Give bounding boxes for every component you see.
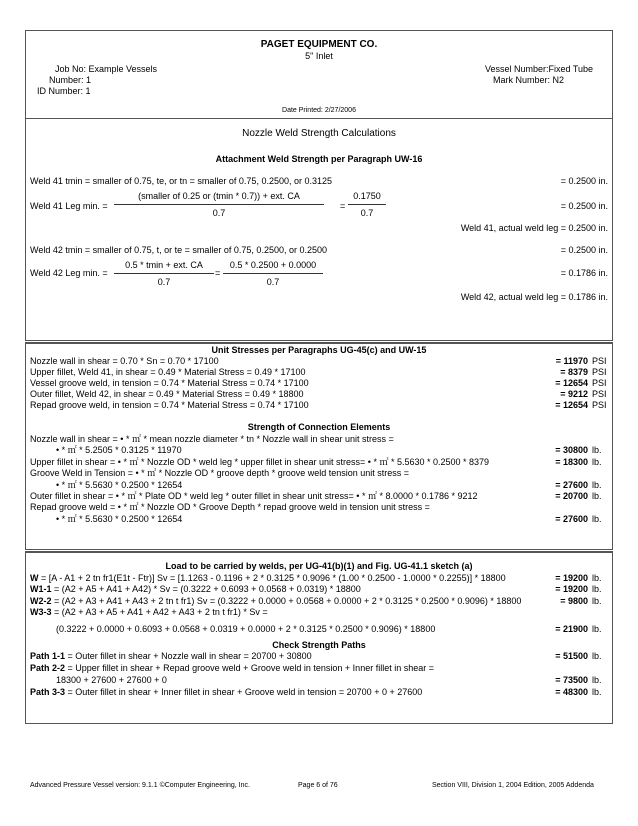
row-value: = 8379 xyxy=(560,367,588,377)
w42-denominator: 0.7 xyxy=(157,277,171,287)
row-value: = 18300 xyxy=(555,456,588,467)
w42-equals: = xyxy=(215,268,221,278)
footer-center: Page 6 of 76 xyxy=(298,782,338,789)
w42-fraction-bar-2 xyxy=(223,273,323,274)
w41-denominator-2: 0.7 xyxy=(360,208,374,218)
load-row-text: = [A - A1 + 2 tn fr1(E1t - Ftr)] Sv = [1.1263 - 0.1196 + 2 * 0.3125 * 0.9096 * (1.00 * 0.2500 - 1.0000 * 0.2255)] * 18800 xyxy=(38,573,506,583)
path-row-label: Path 3-3 xyxy=(30,687,66,697)
unit-stresses-title: Unit Stresses per Paragraphs UG-45(c) and UW-15 xyxy=(211,345,427,355)
w41-leg-value: = 0.2500 in. xyxy=(560,201,608,211)
row-unit: lb. xyxy=(592,479,602,490)
row-value: = 51500 xyxy=(555,651,588,661)
load-row-text: = (A2 + A3 + A5 + A41 + A42 + A43 + 2 tn t fr1) * Sv = xyxy=(51,607,268,618)
company-name: PAGET EQUIPMENT CO. xyxy=(260,39,378,50)
path-row-label: Path 2-2 xyxy=(30,663,66,673)
connection-row-text: Upper fillet in shear = • * ㎡ * Nozzle OD * weld leg * upper fillet in shear unit stress= • * ㎡ * 5.5630 * 0.2500 * 8379 xyxy=(30,456,490,467)
row-value: = 19200 xyxy=(555,573,588,583)
path-row xyxy=(30,663,434,674)
row-value: = 27600 xyxy=(555,479,588,490)
mark-number: Mark Number: N2 xyxy=(493,75,565,85)
row-value: = 9800 xyxy=(560,595,588,606)
footer-right: Section VIII, Division 1, 2004 Edition, 2005 Addenda xyxy=(432,782,594,789)
row-value: = 73500 xyxy=(555,675,588,685)
path-row-text: 18300 + 27600 + 27600 + 0 xyxy=(56,675,167,685)
job-number: Job No: Example Vessels xyxy=(55,64,158,74)
connection-row-text: • * ㎡ * 5.5630 * 0.2500 * 12654 xyxy=(56,479,183,490)
w41-equals: = xyxy=(340,201,346,211)
row-unit: PSI xyxy=(592,378,607,388)
row-unit: lb. xyxy=(592,687,602,697)
row-unit: PSI xyxy=(592,367,607,377)
path-row-label: Path 1-1 xyxy=(30,651,66,661)
row-unit: lb. xyxy=(592,456,602,467)
load-row-text: = (A2 + A3 + A41 + A43 + 2 tn t fr1) Sv = (0.3222 + 0.0000 + 0.0568 + 0.0000 + 2 * 0.3125 * 0.2500 * 0.9096) * 18800 xyxy=(51,595,522,606)
path-row-text: = Outer fillet in shear + Nozzle wall in shear = 20700 + 30800 xyxy=(65,651,312,661)
w41-fraction-bar-2 xyxy=(348,204,386,205)
row-unit: PSI xyxy=(592,356,607,366)
load-row-label: W xyxy=(30,573,39,583)
vessel-number: Vessel Number:Fixed Tube xyxy=(485,64,594,74)
load-row-label: W3-3 xyxy=(30,607,52,618)
stress-row-text: Repad groove weld, in tension = 0.74 * Material Stress = 0.74 * 17100 xyxy=(30,400,309,410)
section-title: Nozzle Weld Strength Calculations xyxy=(242,128,396,139)
id-number: ID Number: 1 xyxy=(37,86,91,96)
row-unit: lb. xyxy=(592,513,602,524)
path-row-text: = Outer fillet in shear + Inner fillet in shear + Groove weld in tension = 20700 + 0 + 27600 xyxy=(65,687,423,697)
load-row xyxy=(30,607,268,618)
w41-numerator-2: 0.1750 xyxy=(353,191,381,201)
row-unit: lb. xyxy=(592,573,602,583)
connection-row-text: • * ㎡ * 5.5630 * 0.2500 * 12654 xyxy=(56,513,183,524)
stress-row-text: Upper fillet, Weld 41, in shear = 0.49 * Material Stress = 0.49 * 17100 xyxy=(30,367,306,377)
footer-left: Advanced Pressure Vessel version: 9.1.1 ©Computer Engineering, Inc. xyxy=(30,782,250,789)
w42-numerator-2: 0.5 * 0.2500 + 0.0000 xyxy=(229,260,317,270)
w42-numerator: 0.5 * tmin + ext. CA xyxy=(125,260,203,270)
row-unit: lb. xyxy=(592,651,602,661)
row-value: = 20700 xyxy=(555,491,588,501)
load-row xyxy=(30,596,521,607)
row-value: = 9212 xyxy=(560,389,588,399)
paths-title: Check Strength Paths xyxy=(272,640,366,650)
connection-row-text: Repad groove weld = • * ㎡ * Nozzle OD * Groove Depth * repad groove weld in tension unit stress = xyxy=(30,502,430,513)
w41-leg-label: Weld 41 Leg min. = xyxy=(30,201,108,211)
row-unit: lb. xyxy=(592,675,602,685)
date-printed: Date Printed: 2/27/2006 xyxy=(282,107,356,114)
weld-load-section xyxy=(25,552,613,724)
connection-row-text: Groove Weld in Tension = • * ㎡ * Nozzle OD * groove depth * groove weld tension unit stress = xyxy=(30,468,410,479)
path-row-text: = Upper fillet in shear + Repad groove weld + Groove weld in tension + Inner fillet in shear = xyxy=(65,663,434,673)
row-value: = 12654 xyxy=(555,400,588,410)
w41-denominator: 0.7 xyxy=(212,208,226,218)
row-unit: PSI xyxy=(592,389,607,399)
load-row-text: (0.3222 + 0.0000 + 0.6093 + 0.0568 + 0.0319 + 0.0000 + 2 * 0.3125 * 0.2500 * 0.9096) * 18800 xyxy=(56,623,436,634)
weld-strength-section xyxy=(25,118,613,341)
w42-tmin: Weld 42 tmin = smaller of 0.75, t, or te = smaller of 0.75, 0.2500, or 0.2500 xyxy=(30,245,327,255)
stress-row-text: Outer fillet, Weld 42, in shear = 0.49 * Material Stress = 0.49 * 18800 xyxy=(30,389,304,399)
row-unit: PSI xyxy=(592,400,607,410)
row-value: = 11970 xyxy=(555,356,588,366)
w42-leg-label: Weld 42 Leg min. = xyxy=(30,268,108,278)
w41-actual-leg: Weld 41, actual weld leg = 0.2500 in. xyxy=(460,223,608,233)
header-box xyxy=(25,30,613,119)
row-unit: lb. xyxy=(592,623,602,634)
row-value: = 19200 xyxy=(555,584,588,595)
row-unit: lb. xyxy=(592,491,602,501)
row-value: = 12654 xyxy=(555,378,588,388)
load-row-text: = (A2 + A5 + A41 + A42) * Sv = (0.3222 + 0.6093 + 0.0568 + 0.0319) * 18800 xyxy=(51,584,361,595)
w42-denominator-2: 0.7 xyxy=(266,277,280,287)
row-value: = 48300 xyxy=(555,687,588,697)
connection-row-text: Outer fillet in shear = • * ㎡ * Plate OD * weld leg * outer fillet in shear unit stress= • * ㎡ * 8.0000 * 0.1786 * 9212 xyxy=(30,491,478,501)
stress-row-text: Vessel groove weld, in tension = 0.74 * Material Stress = 0.74 * 17100 xyxy=(30,378,309,388)
w42-tmin-value: = 0.2500 in. xyxy=(560,245,608,255)
load-row xyxy=(30,573,506,584)
load-row-label: W1-1 xyxy=(30,584,52,595)
load-row-label: W2-2 xyxy=(30,595,52,606)
row-value: = 30800 xyxy=(555,445,588,456)
row-value: = 27600 xyxy=(555,513,588,524)
section-subtitle: Attachment Weld Strength per Paragraph UW-16 xyxy=(215,154,423,164)
unit-stresses-section xyxy=(25,343,613,550)
number: Number: 1 xyxy=(49,75,92,85)
row-unit: lb. xyxy=(592,584,602,595)
load-row xyxy=(30,584,361,595)
connection-row-text: Nozzle wall in shear = • * ㎡ * mean nozzle diameter * tn * Nozzle wall in shear unit stress = xyxy=(30,434,394,444)
row-unit: lb. xyxy=(592,595,602,606)
stress-row-text: Nozzle wall in shear = 0.70 * Sn = 0.70 * 17100 xyxy=(30,356,219,366)
w41-numerator: (smaller of 0.25 or (tmin * 0.7)) + ext. CA xyxy=(138,191,300,201)
path-row xyxy=(30,687,422,698)
w41-tmin-value: = 0.2500 in. xyxy=(560,176,608,186)
w42-actual-leg: Weld 42, actual weld leg = 0.1786 in. xyxy=(460,292,608,302)
weld-load-title: Load to be carried by welds, per UG-41(b)(1) and Fig. UG-41.1 sketch (a) xyxy=(165,561,473,571)
connection-row-text: • * ㎡ * 5.2505 * 0.3125 * 11970 xyxy=(56,445,182,456)
w42-fraction-bar xyxy=(114,273,214,274)
row-value: = 21900 xyxy=(555,623,588,634)
w41-tmin: Weld 41 tmin = smaller of 0.75, te, or tn = smaller of 0.75, 0.2500, or 0.3125 xyxy=(30,176,333,186)
connection-title: Strength of Connection Elements xyxy=(247,422,391,432)
w41-fraction-bar xyxy=(114,204,324,205)
w42-leg-value: = 0.1786 in. xyxy=(560,268,608,278)
row-unit: lb. xyxy=(592,445,602,456)
path-row xyxy=(30,651,312,662)
header-subtitle: 5" Inlet xyxy=(305,51,333,61)
